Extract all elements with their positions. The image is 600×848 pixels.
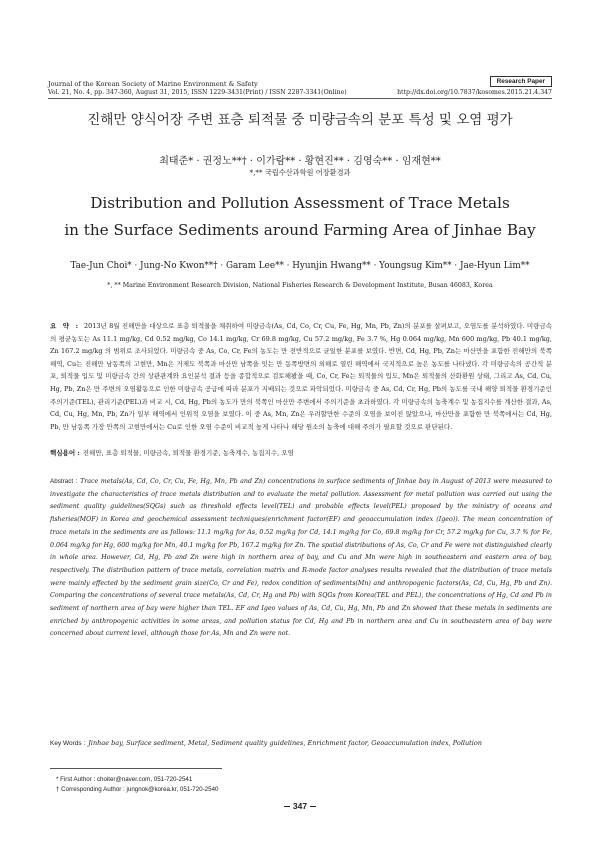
english-abstract-text: Trace metals(As, Cd, Co, Cr, Cu, Fe, Hg, Mn, Pb and Zn) concentrations in surface sediments of Jinhae bay in August of 2013 were measured to investigate the characteristics of trace metals distribution and to evaluate the metal pollution. Assessment for metal pollution was carried out using the sediment quality guidelines(SQGs) such as threshold effects level(TEL) and probable effects level(PEL) proposed by the ministry of oceans and fisheries(MOF) in Korea and geochemical assessment techniques(enrichment factor(EF) and geoaccumulation index (Igeo)). The mean concentration of trace metals in the sediments are as follows: 11.1 mg/kg for As, 0.52 mg/kg for Cd, 14.1 mg/kg for Co, 69.8 mg/kg for Cr, 57.2 mg/kg for Cu, 3.7 % for Fe, 0.064 mg/kg for Hg, 600 mg/kg for Mn, 40.1 mg/kg for Pb, 167.2 mg/kg for Zn. The spatial distributions of As, Co, Cr and Fe were not distinguished clearly in whole area. However, Cd, Hg, Pb and Zn were high in northern area of bay, and Cu and Mn were high in southeastern and eastern area of bay, respectively. The distribution pattern of trace metals, correlation matrix and R-mode factor analyses results revealed that the distribution of trace metals were mainly effected by the sediment grain size(Co, Cr and Fe), redox condition of sediments(Mn) and anthropogenic factors(As, Cd, Cu, Hg, Pb and Zn). Comparing the concentrations of several trace metals(As, Cd, Cr, Hg and Pb) with SQGs from Korea(TEL and PEL), the concentrations of Hg, Cd and Pb in sediment of northern area of bay were higher than TEL. EF and Igeo values of As, Cd, Cu, Hg, Mn, Pb and Zn showed that these metals in sediments are enriched by anthropogenic activities in some areas, and pollution status for Cd, Hg and Pb in northern area and Cu in southeastern area of bay were concerned about current level, although those for As, Mn and Zn were not. bbox=[50, 478, 552, 638]
korean-affiliation: *,** 국립수산과학원 어장환경과 bbox=[249, 168, 351, 177]
korean-abstract bbox=[50, 320, 552, 433]
korean-keywords-label: 핵심용어 : bbox=[50, 449, 80, 457]
page-number-value: 347 bbox=[292, 801, 308, 811]
english-title bbox=[0, 190, 600, 244]
page-number-dash-left bbox=[284, 806, 290, 807]
english-keywords bbox=[50, 739, 552, 747]
header-rule bbox=[48, 98, 552, 99]
first-author-footnote: * First Author : choiter@naver.com, 051-720-2541 bbox=[56, 776, 193, 783]
volume-info: Vol. 21, No. 4, pp. 347-360, August 31, 2015, ISSN 1229-3431(Print) / ISSN 2287-3341(Online) bbox=[48, 89, 347, 96]
korean-keywords-text: 진해만, 표층 퇴적물, 미량금속, 퇴적물 환경기준, 농축계수, 농집지수, 오염 bbox=[82, 449, 294, 457]
english-keywords-text: Jinhae bay, Surface sediment, Metal, Sediment quality guidelines, Enrichment factor, Geoaccumulation index, Pollution bbox=[88, 739, 482, 747]
english-abstract-label: Abstract : bbox=[50, 478, 78, 485]
journal-name: Journal of the Korean Society of Marine Environment & Safety bbox=[48, 80, 258, 88]
footnote-rule bbox=[50, 768, 222, 769]
english-keywords-label: Key Words : bbox=[50, 740, 86, 747]
english-affiliation: *, ** Marine Environment Research Division, National Fisheries Research & Development Institute, Busan 46083, Korea bbox=[107, 282, 493, 289]
page-number bbox=[0, 801, 600, 811]
english-authors: Tae-Jun Choi* · Jung-No Kwon**† · Garam Lee** · Hyunjin Hwang** · Youngsug Kim** · Jae-Hyun Lim** bbox=[70, 261, 530, 271]
english-abstract bbox=[50, 476, 552, 641]
page-number-dash-right bbox=[310, 806, 316, 807]
korean-abstract-text: 2013년 8월 진해만을 대상으로 표층 퇴적물을 채취하여 미량금속(As, Cd, Co, Cr, Cu, Fe, Hg, Mn, Pb, Zn)의 분포를 살펴보고, 오염도를 분석하였다. 미량금속의 평균농도는 As 11.1 mg/kg, Cd 0.52 mg/kg, Co 14.1 mg/kg, Cr 69.8 mg/kg, Cu 57.2 mg/kg, Fe 3.7 %, Hg 0.064 mg/kg, Mn 600 mg/kg, Pb 40.1 mg/kg, Zn 167.2 mg/kg 의 범위로 조사되었다. 미량금속 중 As, Co, Cr, Fe의 농도는 만 전반적으로 균일한 분포를 보였다. 반면, Cd, Hg, Pb, Zn는 마산만을 포함한 진해만의 북쪽 해역, Cu는 진해만 남동쪽의 고현만, Mn은 거제도 북쪽과 마산만 남쪽을 잇는 만 동쪽방면의 외해로 열린 해역에서 국지적으로 높은 농도를 나타냈다. 각 미량금속의 공간적 분포, 퇴적물 입도 및 미량금속 간의 상관관계와 요인분석 결과 등을 종합적으로 검토해봤을 때, Co, Cr, Fe는 퇴적물의 입도, Mn은 퇴적물의 산화환원 상태, 그리고 As, Cd, Cu, Hg, Pb, Zn은 만 주변의 오염활동으로 인한 미량금속 공급에 따라 분포가 지배되는 것으로 파악되었다. 미량금속 중 As, Cd, Cr, Hg, Pb의 농도를 국내 해양 퇴적물 환경기준인 주의기준(TEL), 관리기준(PEL)과 비교 시, Cd, Hg, Pb의 농도가 만의 북쪽인 마산만 주변에서 주의기준을 초과하였다. 각 미량금속의 농축계수 및 농집지수를 계산한 결과, As, Cd, Cu, Hg, Mn, Pb, Zn가 일부 해역에서 인위적 오염을 보였다. 이 중 As, Mn, Zn은 우려할만한 수준의 오염을 보이진 않았으나, 마산만을 포함한 만 북쪽에서는 Cd, Hg, Pb, 만 남동쪽 가장 안쪽의 고현만에서는 Cu로 인한 오염 수준이 비교적 높게 나타나 해당 원소의 농축에 대해 주의가 필요할 것으로 판단된다. bbox=[50, 322, 552, 431]
corresponding-author-footnote: † Corresponding Author : jungnok@korea.kr, 051-720-2540 bbox=[56, 786, 219, 793]
korean-title: 진해만 양식어장 주변 표층 퇴적물 중 미량금속의 분포 특성 및 오염 평가 bbox=[87, 112, 513, 128]
korean-abstract-label: 요 약 : bbox=[50, 322, 80, 330]
english-title-line-1: Distribution and Pollution Assessment of Trace Metals bbox=[90, 194, 510, 212]
korean-keywords bbox=[50, 448, 552, 457]
doi-link[interactable]: http://dx.doi.org/10.7837/kosomes.2015.21.4.347 bbox=[397, 89, 552, 96]
english-title-line-2: in the Surface Sediments around Farming Area of Jinhae Bay bbox=[64, 221, 536, 239]
korean-authors: 최태준* · 권정노**† · 이가람** · 황현진** · 김영숙** · 임재현** bbox=[159, 156, 441, 167]
article-type-badge: Research Paper bbox=[490, 76, 552, 87]
